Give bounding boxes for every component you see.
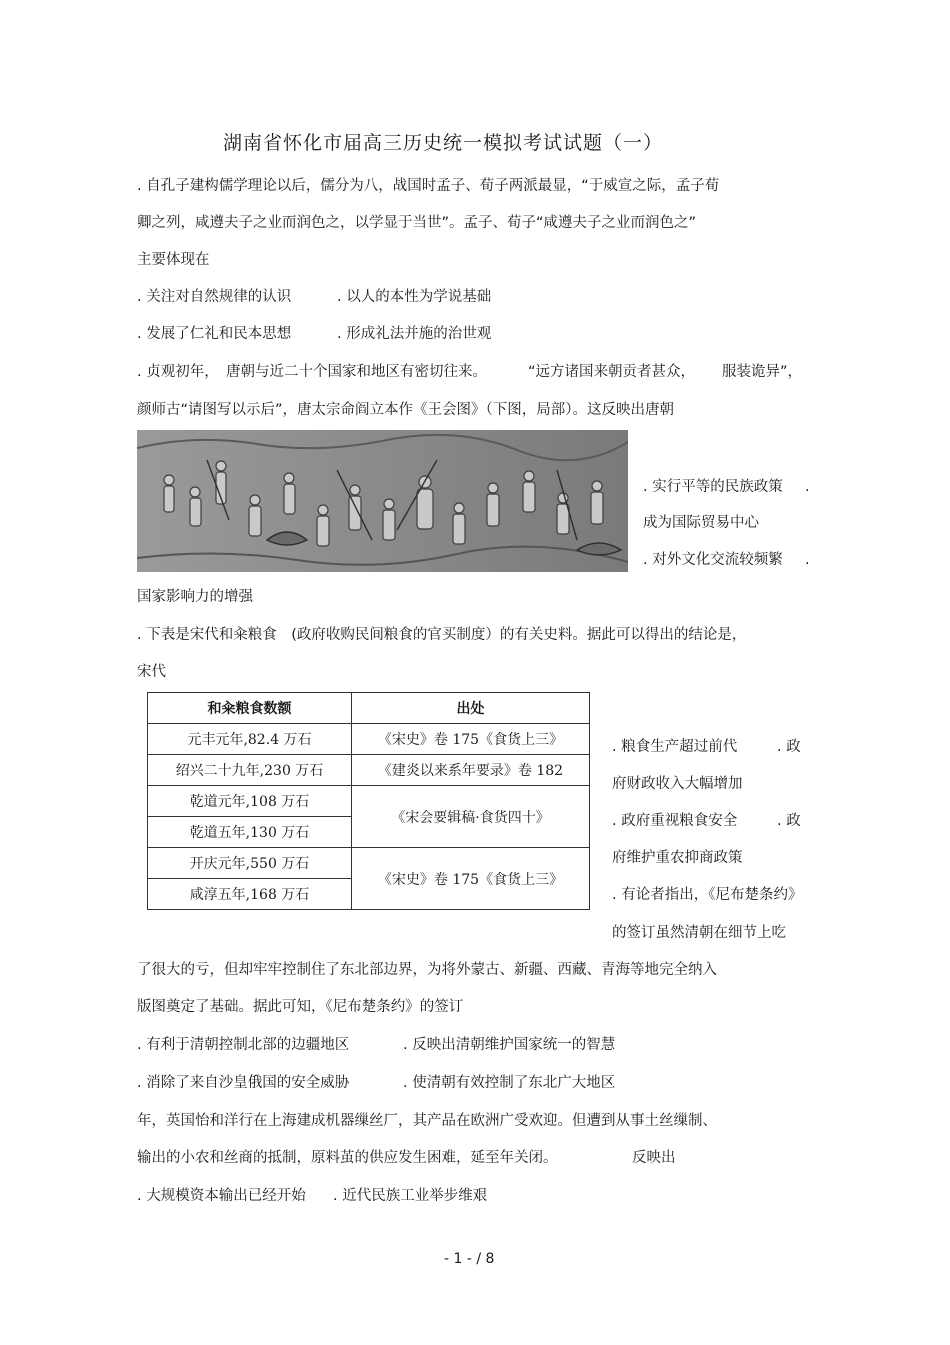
q2-stem-line1d: 服装诡异”，	[722, 364, 803, 380]
q3-option-b-part2: 府财政收入大幅增加	[612, 776, 743, 792]
q1-stem-line1: . 自孔子建构儒学理论以后，儒分为八，战国时孟子、荀子两派最显，“于威宣之际，孟子荀	[137, 178, 720, 194]
table-cell-amount: 咸淳五年,168 万石	[148, 879, 352, 910]
table-header-row	[148, 693, 590, 724]
q4-option-c: . 消除了来自沙皇俄国的安全威胁	[137, 1075, 350, 1091]
table-cell-source: 《宋史》卷 175《食货上三》	[352, 848, 590, 910]
q4-stem-line3: 了很大的亏，但却牢牢控制住了东北部边界，为将外蒙古、新疆、西藏、青海等地完全纳入	[137, 962, 717, 978]
q2-option-c: . 对外文化交流较频繁	[643, 552, 783, 568]
page-title: 湖南省怀化市届高三历史统一模拟考试试题（一）	[223, 132, 664, 154]
q4-option-a: . 有利于清朝控制北部的边疆地区	[137, 1037, 350, 1053]
table-cell-amount: 绍兴二十九年,230 万石	[148, 755, 352, 786]
q1-option-b: . 以人的本性为学说基础	[337, 289, 492, 305]
table-cell-source: 《宋会要辑稿·食货四十》	[352, 786, 590, 848]
q2-stem-line1b: 唐朝与近二十个国家和地区有密切往来。	[226, 364, 487, 380]
q3-option-d-part1: . 政	[777, 813, 801, 829]
q2-option-a: . 实行平等的民族政策	[643, 479, 783, 495]
q4-stem-line4: 版图奠定了基础。据此可知，《尼布楚条约》的签订	[137, 999, 464, 1015]
table-cell-source: 《建炎以来系年要录》卷 182	[352, 755, 590, 786]
q4-option-b: . 反映出清朝维护国家统一的智慧	[403, 1037, 616, 1053]
page-number: - 1 - / 8	[444, 1251, 495, 1267]
q2-option-b-marker: .	[805, 479, 810, 495]
q4-stem-line1: . 有论者指出，《尼布楚条约》	[612, 887, 803, 903]
q1-stem-line2: 卿之列，咸遵夫子之业而润色之，以学显于当世”。孟子、荀子“咸遵夫子之业而润色之”	[137, 215, 697, 231]
q4-option-d: . 使清朝有效控制了东北广大地区	[403, 1075, 616, 1091]
table-header-amount: 和籴粮食数额	[148, 693, 352, 724]
q1-stem-line3: 主要体现在	[137, 252, 210, 268]
q2-option-d: 国家影响力的增强	[137, 589, 253, 605]
grain-purchase-table	[147, 692, 590, 910]
table-cell-amount: 开庆元年,550 万石	[148, 848, 352, 879]
table-cell-amount: 元丰元年,82.4 万石	[148, 724, 352, 755]
q1-option-d: . 形成礼法并施的治世观	[337, 326, 492, 342]
table-cell-amount: 乾道元年,108 万石	[148, 786, 352, 817]
q3-option-d-part2: 府维护重农抑商政策	[612, 850, 743, 866]
q2-option-b: 成为国际贸易中心	[643, 515, 759, 531]
wanghui-painting-image	[137, 430, 628, 572]
q2-stem-line2: 颜师古“请图写以示后”，唐太宗命阎立本作《王会图》（下图，局部）。这反映出唐朝	[137, 402, 675, 418]
table-row	[148, 848, 590, 879]
q3-stem-line1: . 下表是宋代和籴粮食 (政府收购民间粮食的官买制度）的有关史料。据此可以得出的结论是，	[137, 627, 747, 643]
q2-option-d-marker: .	[805, 552, 810, 568]
q5-stem-line2b: 反映出	[632, 1150, 676, 1166]
q5-option-b: . 近代民族工业举步维艰	[333, 1188, 488, 1204]
q5-stem-line1: 年，英国怡和洋行在上海建成机器缫丝厂，其产品在欧洲广受欢迎。但遭到从事土丝缫制、	[137, 1113, 717, 1129]
table-cell-amount: 乾道五年,130 万石	[148, 817, 352, 848]
q3-option-b-part1: . 政	[777, 739, 801, 755]
q5-stem-line2a: 输出的小农和丝商的抵制，原料茧的供应发生困难，延至年关闭。	[137, 1150, 558, 1166]
table-row	[148, 724, 590, 755]
table-cell-source: 《宋史》卷 175《食货上三》	[352, 724, 590, 755]
q3-option-c: . 政府重视粮食安全	[612, 813, 738, 829]
q4-stem-line2: 的签订虽然清朝在细节上吃	[612, 925, 786, 941]
q3-stem-line2: 宋代	[137, 664, 166, 680]
table-row	[148, 755, 590, 786]
q1-option-a: . 关注对自然规律的认识	[137, 289, 292, 305]
table-header-source: 出处	[352, 693, 590, 724]
table-row	[148, 786, 590, 817]
q2-stem-line1a: . 贞观初年，	[137, 364, 219, 380]
q5-option-a: . 大规模资本输出已经开始	[137, 1188, 306, 1204]
q2-stem-line1c: “远方诸国来朝贡者甚众，	[528, 364, 696, 380]
q1-option-c: . 发展了仁礼和民本思想	[137, 326, 292, 342]
q3-option-a: . 粮食生产超过前代	[612, 739, 738, 755]
